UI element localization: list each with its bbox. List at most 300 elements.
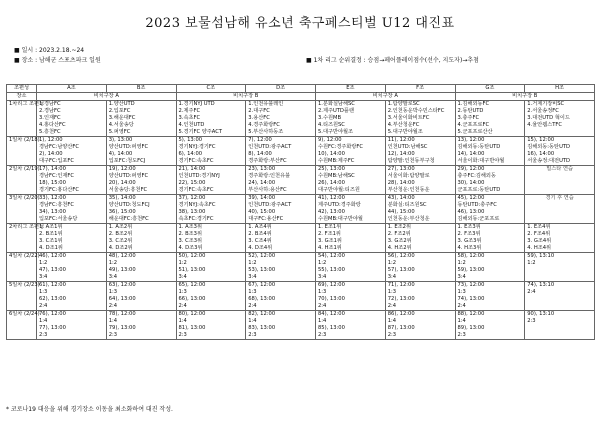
schedule-cell [385,224,455,253]
schedule-row [7,101,595,137]
cell-line: 3. G조3위 [457,238,482,244]
cell-line: 72), 13:00 [387,296,415,302]
header-venue: 장소 [7,93,37,101]
schedule-cell [455,253,525,282]
schedule-cell [246,166,316,195]
schedule-cell [455,195,525,224]
cell-line: 2. B조1위 [39,231,63,237]
cell-line: 4.티즈원SC [318,122,345,128]
schedule-cell [525,311,595,340]
cell-line [527,296,592,303]
schedule-cell [37,137,107,166]
cell-line: 2:4 [178,303,187,309]
schedule-cell [176,195,246,224]
cell-line: 제주UTD:경주화랑 [318,202,361,208]
schedule-cell [37,253,107,282]
cell-line: 3.서울이화비트FC [387,115,430,121]
cell-line: 4. D조3위 [178,245,203,251]
schedule-cell [316,311,386,340]
cell-line: 1:2 [527,260,536,266]
cell-line: 3.수원MB [318,115,342,121]
cell-line: 대구반야월:티즈원 [318,187,360,193]
cell-line: 80), 12:00 [178,311,206,317]
cell-line: 4.부산청운FC [387,122,420,128]
schedule-cell [176,282,246,311]
cell-line: 5.경기FC 양주ACT [178,129,222,135]
cell-line: 경남FC:남양산FC [39,144,80,150]
schedule-cell [106,166,176,195]
schedule-cell [455,137,525,166]
cell-line: 77), 13:00 [39,325,66,331]
cell-line: 24), 14:00 [248,180,276,186]
cell-line: 71), 12:00 [387,282,415,288]
cell-line [527,332,592,339]
cell-line: 3:4 [387,274,397,280]
schedule-cell [455,224,525,253]
cell-line: 5.퍼영FC [108,129,131,135]
row-label: 5일차 (2/23) [7,282,37,311]
schedule-cell [385,101,455,137]
row-label: 1일차 (2/18) [7,137,37,166]
header-group-d: D조 [246,85,316,93]
cell-line: 경기NYJ:경기FC [178,144,216,150]
header-group-e: E조 [316,85,386,93]
cell-line: 1. E조3위 [457,224,481,230]
cell-line: 1. E조2위 [387,224,411,230]
schedule-cell [106,253,176,282]
schedule-cell [106,224,176,253]
cell-line: 5.대구반야월조 [387,129,423,135]
cell-line: 3:4 [39,274,48,280]
cell-line: 2:3 [178,332,187,338]
schedule-row [7,195,595,224]
cell-line: 1:2 [387,260,397,266]
cell-line: 2), 14:00 [39,151,63,157]
cell-line: 2:3 [457,332,466,338]
cell-line: 81), 13:00 [178,325,206,331]
cell-line: 1:4 [108,318,118,324]
schedule-table [6,84,595,340]
cell-line: 경남FC:인재FC [39,173,75,179]
cell-line: 43), 14:00 [387,195,415,201]
schedule-cell [176,311,246,340]
cell-line: 34), 13:00 [39,209,66,215]
cell-line: 53), 13:00 [248,267,276,273]
cell-line: 3.인재FC [39,115,61,121]
cell-line: 39), 14:00 [248,195,276,201]
schedule-cell [385,137,455,166]
schedule-cell [246,224,316,253]
header-group-h: H조 [525,85,595,93]
cell-line: 동탄UTD:충주FC [457,202,497,208]
cell-line: 83), 13:00 [248,325,276,331]
schedule-cell [525,195,595,224]
cell-line: 2. B조2위 [108,231,133,237]
cell-line: 서울송당:흥천FC [108,187,148,193]
cell-line: 대구FC:용산FC [248,216,284,222]
cell-line: 군포프로:동탄UTD [457,187,501,193]
cell-line: 입포FC:청도FCJ [108,158,146,164]
cell-line: 58), 12:00 [457,253,485,259]
cell-line: 4. D조2위 [108,245,133,251]
cell-line: 서울이화:대구반야월 [457,158,505,164]
cell-line: 13), 12:00 [457,137,485,143]
schedule-cell [106,195,176,224]
cell-line: 46), 12:00 [39,253,66,259]
cell-line: 1:3 [457,289,466,295]
header-group-c: C조 [176,85,246,93]
schedule-cell [385,282,455,311]
cell-line: 4. D조1위 [39,245,63,251]
schedule-row [7,166,595,195]
schedule-cell [385,311,455,340]
schedule-cell [525,253,595,282]
venue-3: 비치구장 A [316,93,456,101]
cell-line: 양산UTD:퍼영FC [108,173,149,179]
cell-line: 3:4 [457,274,466,280]
cell-line: 4. H조1위 [318,245,342,251]
schedule-cell [525,166,595,195]
schedule-cell [106,311,176,340]
cell-line: 28), 14:00 [387,180,415,186]
cell-line: 경기FC:속초FC [178,187,214,193]
schedule-cell [37,224,107,253]
cell-line: 부산청운:인천동운 [387,187,430,193]
cell-line: 경기FC:속초FC [178,158,214,164]
cell-line: 속초FC:경기FC [178,216,214,222]
cell-line: 65), 12:00 [178,282,206,288]
cell-line: 50), 12:00 [178,253,206,259]
cell-line: 68), 13:00 [248,296,276,302]
cell-line: 1. A조4위 [248,224,272,230]
info-block [6,46,594,66]
schedule-cell [246,101,316,137]
cell-line: 3. C조2위 [108,238,133,244]
cell-line: 인천UTD:남해SC [387,144,428,150]
cell-line: 양산UTD:퍼영FC [108,144,149,150]
cell-line: 14), 14:00 [457,151,485,157]
cell-line: 2.서울송정FC [527,108,559,114]
cell-line: 57), 13:00 [387,267,415,273]
header-group-g: G조 [455,85,525,93]
cell-line: 12), 14:00 [387,151,415,157]
cell-line: 2:3 [39,332,48,338]
period-text: ■ 일시 : 2023.2.18.~24 [14,47,85,54]
cell-line: 5.흥천FC [39,129,61,135]
cell-line: 46), 13:00 [457,209,485,215]
cell-line: 3:4 [318,274,327,280]
cell-line: 서울이화:탐양팔로 [387,173,430,179]
cell-line: 56), 12:00 [387,253,415,259]
schedule-cell [316,166,386,195]
schedule-cell [316,282,386,311]
schedule-cell [246,195,316,224]
cell-line: 1:2 [178,260,187,266]
cell-line: 17), 14:00 [39,166,66,172]
cell-line: 4.인천UTD [178,122,205,128]
cell-line: 2:4 [527,289,536,295]
schedule-row [7,282,595,311]
cell-line: 4. H조3위 [457,245,482,251]
schedule-cell [455,166,525,195]
cell-line: 수원MB:제주FC [318,158,355,164]
cell-line: 1:2 [39,260,48,266]
cell-line: 서울송정:대전UTD [527,158,571,164]
cell-line: 59), 13:00 [457,267,485,273]
cell-line: 2:3 [108,332,118,338]
cell-line: 대구FC:입포FC [39,158,75,164]
cell-line: 22), 15:00 [178,180,206,186]
cell-line: 2:4 [39,303,48,309]
cell-line: 2:4 [108,303,118,309]
cell-line: 2. F조2위 [387,231,411,237]
cell-line: 66), 13:00 [178,296,206,302]
cell-line: 44), 15:00 [387,209,415,215]
schedule-cell [316,101,386,137]
cell-line: 7), 12:00 [248,137,272,143]
cell-line: 김해외동:동탄UTD [457,144,501,150]
cell-line: 인천동운:부산청운 [387,216,430,222]
cell-line: 40), 15:00 [248,209,276,215]
cell-line: 55), 13:00 [318,267,345,273]
cell-line: 3. G조2위 [387,238,412,244]
cell-line: 4.서울송당 [108,122,134,128]
cell-line: 1.김해외동FC [457,101,490,107]
schedule-cell [246,137,316,166]
schedule-cell [455,282,525,311]
cell-line: 2:4 [387,303,397,309]
schedule-cell [316,224,386,253]
cell-line: 19), 12:00 [108,166,136,172]
cell-line: 경기FC:홍다산FC [39,187,80,193]
cell-line: 27), 13:00 [387,166,415,172]
schedule-cell [106,101,176,137]
cell-line: 1:3 [318,289,327,295]
schedule-row [7,137,595,166]
cell-line: 1.경기NYJ UTD [178,101,215,107]
cell-line: 4.홍다산FC [39,122,66,128]
schedule-cell [246,282,316,311]
cell-line: 1:4 [457,318,466,324]
cell-line: 30), 14:00 [457,180,485,186]
cell-line: 76), 12:00 [39,311,66,317]
side-note: 경기 후 연습 [545,195,574,201]
cell-line: 37), 12:00 [178,195,206,201]
schedule-row [7,253,595,282]
cell-line: 2:3 [248,332,257,338]
cell-line: 35), 14:00 [108,195,136,201]
schedule-cell [37,101,107,137]
cell-line: 1.경남FC [39,101,61,107]
cell-line: 47), 13:00 [39,267,66,273]
cell-line: 4. D조4위 [248,245,273,251]
cell-line: 5.군포프로산산 [457,129,493,135]
cell-line: 1:2 [457,260,466,266]
cell-line: 3.충주FC [457,115,480,121]
cell-line: 2. F조1위 [318,231,341,237]
ranking-rule-text: ■ 1차 리그 순위결정 : 승점→페어플레이점수(선수, 지도자)→추첨 [306,57,479,64]
cell-line: 38), 13:00 [178,209,206,215]
cell-line: 4. H조4위 [527,245,552,251]
cell-line: 85), 13:00 [318,325,345,331]
cell-line: 5.부산사하동조 [248,129,284,135]
cell-line: 2:4 [318,303,327,309]
cell-line: 1:3 [387,289,397,295]
cell-line: 4), 14:00 [108,151,133,157]
venue-text: ■ 장소 : 남해군 스포츠파크 일원 [14,57,101,64]
cell-line: 2. F조4위 [527,231,551,237]
cell-line: 61), 12:00 [39,282,66,288]
cell-line: 분화실:티즈원SC [387,202,427,208]
venue-4: 비치구장 B [455,93,595,101]
cell-line: 5.대구반야월조 [318,129,354,135]
cell-line: 89), 13:00 [457,325,485,331]
cell-line: 3:4 [108,274,118,280]
schedule-cell [37,166,107,195]
schedule-cell [106,137,176,166]
cell-line: 2.인천동운박수민스타FC [387,108,445,114]
schedule-cell [385,166,455,195]
schedule-cell [37,195,107,224]
cell-line: 인천UTD:광주ACT [248,202,292,208]
venue-2: 비치구장 B [176,93,316,101]
cell-line: 3:4 [178,274,187,280]
cell-line: 33), 12:00 [39,195,66,201]
schedule-cell [316,253,386,282]
cell-line: 1:2 [248,260,257,266]
row-label: 1차리그 조편성 [7,101,37,137]
cell-line: 51), 13:00 [178,267,206,273]
cell-line: 1.탐양팔로SC [387,101,420,107]
schedule-cell [176,101,246,137]
cell-line: 52), 12:00 [248,253,276,259]
header-group-b: B조 [106,85,176,93]
cell-line: 86), 12:00 [387,311,415,317]
cell-line: 1.분화실남해SC [318,101,355,107]
cell-line: 54), 12:00 [318,253,345,259]
cell-line: 김해외동:군포프로 [457,216,500,222]
cell-line: 87), 13:00 [387,325,415,331]
cell-line: 4.군포프로FC [457,122,490,128]
cell-line: 74), 13:10 [527,282,555,288]
cell-line: 양산UTD:청도FCJ [108,202,150,208]
cell-line [527,129,592,136]
cell-line: 3.속초FC [178,115,201,121]
cell-line: 1:3 [39,289,48,295]
cell-line: 73), 12:00 [457,282,485,288]
cell-line: 2:4 [248,303,257,309]
cell-line: 3.용산FC [248,115,270,121]
cell-line: 1), 12:00 [39,137,63,143]
schedule-cell [525,137,595,166]
cell-line: 2. F조3위 [457,231,481,237]
schedule-cell [176,253,246,282]
cell-line: 1.양산UTD [108,101,135,107]
cell-line: 20), 14:00 [108,180,136,186]
cell-line: 2.제주FC [178,108,201,114]
cell-line: 1:4 [178,318,187,324]
cell-line: 경기NYJ:속초FC [178,202,216,208]
schedule-cell [176,224,246,253]
cell-line: 70), 13:00 [318,296,345,302]
schedule-cell [455,311,525,340]
row-label: 3일차 (2/20) [7,195,37,224]
cell-line: 부산사하:용산FC [248,187,287,193]
cell-line: 3. C조4위 [248,238,272,244]
cell-line: 2:4 [457,303,466,309]
cell-line: 5), 13:00 [178,137,203,143]
cell-line: 67), 12:00 [248,282,276,288]
schedule-cell [385,195,455,224]
cell-line: 63), 12:00 [108,282,136,288]
cell-line: 2. B조4위 [248,231,272,237]
venue-1: 비치구장 A [37,93,177,101]
schedule-cell [455,101,525,137]
schedule-cell [37,282,107,311]
cell-line: 3.해운대FC [108,115,136,121]
cell-line: 1. E조4위 [527,224,551,230]
schedule-cell [525,282,595,311]
cell-line [527,325,592,332]
cell-line: 49), 13:00 [108,267,136,273]
cell-line: 25), 13:00 [318,166,345,172]
schedule-row [7,224,595,253]
cell-line: 경남FC:흥천FC [39,202,75,208]
cell-line: 1:2 [318,260,327,266]
cell-line: 수원FC:경주화랑FC [318,144,364,150]
cell-line [527,303,592,310]
cell-line: 해운대FC:흥천FC [108,216,149,222]
cell-line: 4.율안웹스TFC [527,122,563,128]
cell-line: 2.경남FC [39,108,61,114]
cell-line: 41), 12:00 [318,195,345,201]
cell-line: 2.입포FC [108,108,131,114]
cell-line: 인천UTD:광주ACT [248,144,292,150]
schedule-cell [37,311,107,340]
cell-line: 1:4 [248,318,257,324]
schedule-cell [246,311,316,340]
cell-line [527,274,592,281]
cell-line: 인천UTD:경기NYJ [178,173,220,179]
cell-line: 1:4 [318,318,327,324]
cell-line: 3:4 [248,274,257,280]
header-group-a: A조 [37,85,107,93]
cell-line: 84), 12:00 [318,311,345,317]
group-header-row [7,85,595,93]
cell-line: 62), 13:00 [39,296,66,302]
schedule-cell [176,166,246,195]
cell-line: 2.동탄UTD [457,108,484,114]
cell-line: 1:4 [387,318,397,324]
venue-header-row [7,93,595,101]
cell-line: 2.대구FC [248,108,270,114]
row-label: 2일차 (2/19) [7,166,37,195]
cell-line: 김해외동:동탄UTD [527,144,571,150]
schedule-cell [525,101,595,137]
cell-line: 4.경주화랑FC [248,122,280,128]
cell-line: 3. C조3위 [178,238,203,244]
cell-line: 1. A조3위 [178,224,202,230]
cell-line: 74), 13:00 [457,296,485,302]
page-title: 2023 보물섬남해 유소년 축구페스티벌 U12 대진표 [145,16,455,31]
header-grouping: 조편성 [7,85,37,93]
cell-line: 8), 14:00 [248,151,272,157]
cell-line: 1. A조2위 [108,224,133,230]
cell-line: 36), 15:00 [108,209,136,215]
cell-line: 2:3 [318,332,327,338]
cell-line: 48), 12:00 [108,253,136,259]
cell-line: 1:3 [108,289,118,295]
